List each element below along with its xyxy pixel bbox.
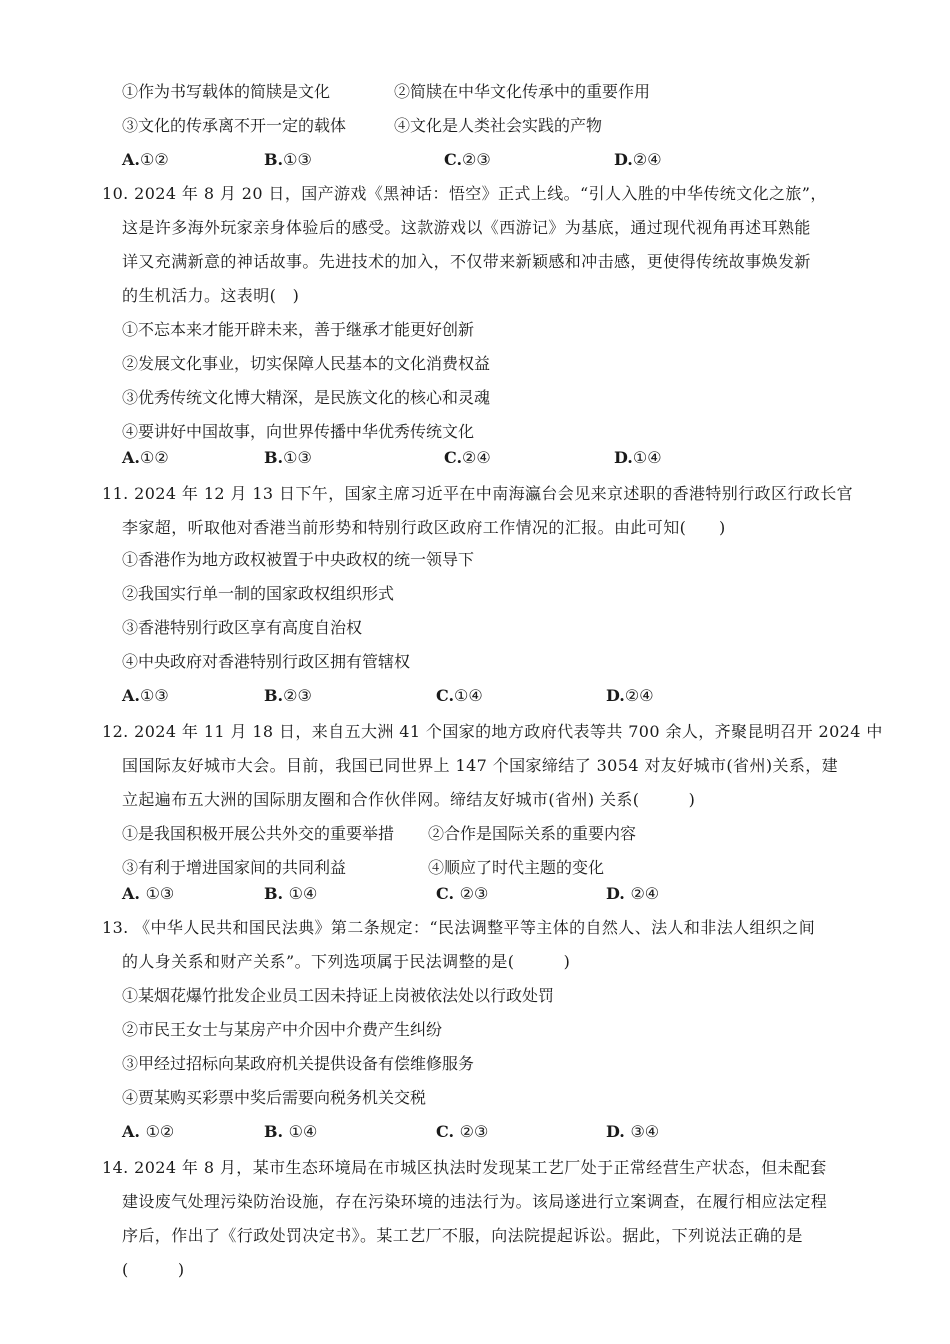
q12-stem-line-2: 国国际友好城市大会。目前，我国已同世界上 147 个国家缔结了 3054 对友好城市(省州)关系，建 bbox=[122, 756, 839, 775]
q11-item-2: ②我国实行单一制的国家政权组织形式 bbox=[122, 584, 395, 603]
choice-letter: D. bbox=[606, 1122, 625, 1141]
q13-item-4: ④贾某购买彩票中奖后需要向税务机关交税 bbox=[122, 1088, 427, 1107]
q12-choice-d bbox=[606, 884, 659, 904]
choice-letter: D. bbox=[606, 686, 625, 705]
q12-item-3: ③有利于增进国家间的共同利益 bbox=[122, 858, 347, 877]
q11-item-1: ①香港作为地方政权被置于中央政权的统一领导下 bbox=[122, 550, 475, 569]
q10-stem-line-1: 10. 2024 年 8 月 20 日，国产游戏《黑神话：悟空》正式上线。“引人入胜的中华传统文化之旅”， bbox=[102, 184, 827, 203]
q11-item-3: ③香港特别行政区享有高度自治权 bbox=[122, 618, 363, 637]
choice-letter: A. bbox=[122, 1122, 140, 1141]
choice-letter: A. bbox=[122, 884, 140, 903]
choice-value: ①④ bbox=[288, 1122, 318, 1141]
q10-item-4: ④要讲好中国故事，向世界传播中华优秀传统文化 bbox=[122, 422, 475, 441]
choice-value: ①④ bbox=[632, 448, 662, 467]
q13-choice-a bbox=[122, 1122, 174, 1142]
choice-value: ①④ bbox=[454, 686, 483, 705]
q13-choice-d bbox=[606, 1122, 659, 1142]
q11-choice-b bbox=[264, 686, 312, 706]
q11-stem-line-2: 李家超，听取他对香港当前形势和特别行政区政府工作情况的汇报。由此可知( ) bbox=[122, 518, 726, 537]
q12-choice-b bbox=[264, 884, 317, 904]
choice-value: ①② bbox=[139, 150, 169, 169]
q10-item-1: ①不忘本来才能开辟未来，善于继承才能更好创新 bbox=[122, 320, 475, 339]
q13-item-2: ②市民王女士与某房产中介因中介费产生纠纷 bbox=[122, 1020, 443, 1039]
choice-value: ②③ bbox=[459, 884, 489, 903]
q10-choice-d bbox=[614, 448, 662, 468]
choice-value: ①④ bbox=[288, 884, 318, 903]
choice-letter: C. bbox=[436, 1122, 455, 1141]
choice-letter: B. bbox=[264, 150, 284, 169]
q13-choice-b bbox=[264, 1122, 317, 1142]
choice-letter: A. bbox=[122, 448, 140, 467]
q12-stem-line-3: 立起遍布五大洲的国际朋友圈和合作伙伴网。缔结友好城市(省州) 关系( ) bbox=[122, 790, 696, 809]
q11-choice-c bbox=[436, 686, 483, 706]
q9-choice-d bbox=[614, 150, 662, 170]
q10-stem-line-2: 这是许多海外玩家亲身体验后的感受。这款游戏以《西游记》为基底，通过现代视角再述耳熟能 bbox=[122, 218, 811, 237]
q11-item-4: ④中央政府对香港特别行政区拥有管辖权 bbox=[122, 652, 411, 671]
choice-letter: C. bbox=[436, 884, 455, 903]
q12-stem-line-1: 12. 2024 年 11 月 18 日，来自五大洲 41 个国家的地方政府代表等共 700 余人，齐聚昆明召开 2024 中 bbox=[102, 722, 883, 741]
choice-letter: D. bbox=[606, 884, 625, 903]
choice-letter: B. bbox=[264, 448, 284, 467]
q9-item-1: ①作为书写载体的简牍是文化 bbox=[122, 82, 331, 101]
choice-letter: C. bbox=[444, 150, 463, 169]
choice-value: ①③ bbox=[139, 686, 169, 705]
q13-choice-c bbox=[436, 1122, 488, 1142]
choice-letter: A. bbox=[122, 686, 140, 705]
choice-letter: D. bbox=[614, 150, 633, 169]
choice-letter: C. bbox=[436, 686, 455, 705]
q10-choice-c bbox=[444, 448, 491, 468]
choice-value: ①③ bbox=[283, 448, 312, 467]
q10-choice-a bbox=[122, 448, 169, 468]
q13-item-1: ①某烟花爆竹批发企业员工因未持证上岗被依法处以行政处罚 bbox=[122, 986, 555, 1005]
q13-stem-line-2: 的人身关系和财产关系”。下列选项属于民法调整的是( ) bbox=[122, 952, 571, 971]
choice-letter: B. bbox=[264, 884, 284, 903]
q9-item-2: ②简牍在中华文化传承中的重要作用 bbox=[394, 82, 651, 101]
q12-item-2: ②合作是国际关系的重要内容 bbox=[428, 824, 637, 843]
choice-letter: B. bbox=[264, 686, 284, 705]
choice-letter: A. bbox=[122, 150, 140, 169]
choice-value: ②④ bbox=[630, 884, 660, 903]
choice-value: ②④ bbox=[624, 686, 654, 705]
choice-value: ①② bbox=[145, 1122, 175, 1141]
q10-choice-b bbox=[264, 448, 312, 468]
q10-stem-line-3: 详又充满新意的神话故事。先进技术的加入，不仅带来新颖感和冲击感，更使得传统故事焕发新 bbox=[122, 252, 811, 271]
choice-letter: C. bbox=[444, 448, 463, 467]
choice-letter: D. bbox=[614, 448, 633, 467]
q14-stem-line-1: 14. 2024 年 8 月，某市生态环境局在市城区执法时发现某工艺厂处于正常经营生产状态，但未配套 bbox=[102, 1158, 827, 1177]
choice-value: ②④ bbox=[632, 150, 662, 169]
choice-letter: B. bbox=[264, 1122, 284, 1141]
q13-stem-line-1: 13. 《中华人民共和国民法典》第二条规定：“民法调整平等主体的自然人、法人和非法人组织之间 bbox=[102, 918, 816, 937]
q9-choice-b bbox=[264, 150, 312, 170]
q12-item-1: ①是我国积极开展公共外交的重要举措 bbox=[122, 824, 395, 843]
q14-stem-line-4: ( ) bbox=[122, 1260, 185, 1279]
q11-choice-d bbox=[606, 686, 654, 706]
q10-item-2: ②发展文化事业，切实保障人民基本的文化消费权益 bbox=[122, 354, 491, 373]
q11-stem-line-1: 11. 2024 年 12 月 13 日下午，国家主席习近平在中南海瀛台会见来京述职的香港特别行政区行政长官 bbox=[102, 484, 853, 503]
q10-stem-line-4: 的生机活力。这表明( ) bbox=[122, 286, 300, 305]
q11-choice-a bbox=[122, 686, 169, 706]
q9-choice-c bbox=[444, 150, 491, 170]
q10-item-3: ③优秀传统文化博大精深，是民族文化的核心和灵魂 bbox=[122, 388, 491, 407]
q13-item-3: ③甲经过招标向某政府机关提供设备有偿维修服务 bbox=[122, 1054, 475, 1073]
choice-value: ②③ bbox=[462, 150, 491, 169]
q9-item-3: ③文化的传承离不开一定的载体 bbox=[122, 116, 347, 135]
q14-stem-line-2: 建设废气处理污染防治设施，存在污染环境的违法行为。该局遂进行立案调查，在履行相应法定程 bbox=[122, 1192, 828, 1211]
q12-choice-c bbox=[436, 884, 488, 904]
q14-stem-line-3: 序后，作出了《行政处罚决定书》。某工艺厂不服，向法院提起诉讼。据此，下列说法正确的是 bbox=[122, 1226, 803, 1245]
choice-value: ②③ bbox=[459, 1122, 489, 1141]
q12-item-4: ④顺应了时代主题的变化 bbox=[428, 858, 605, 877]
choice-value: ①③ bbox=[145, 884, 175, 903]
q9-item-4: ④文化是人类社会实践的产物 bbox=[394, 116, 603, 135]
q9-choice-a bbox=[122, 150, 169, 170]
q12-choice-a bbox=[122, 884, 174, 904]
choice-value: ②③ bbox=[283, 686, 312, 705]
choice-value: ③④ bbox=[630, 1122, 660, 1141]
choice-value: ①③ bbox=[283, 150, 312, 169]
choice-value: ②④ bbox=[462, 448, 491, 467]
choice-value: ①② bbox=[139, 448, 169, 467]
